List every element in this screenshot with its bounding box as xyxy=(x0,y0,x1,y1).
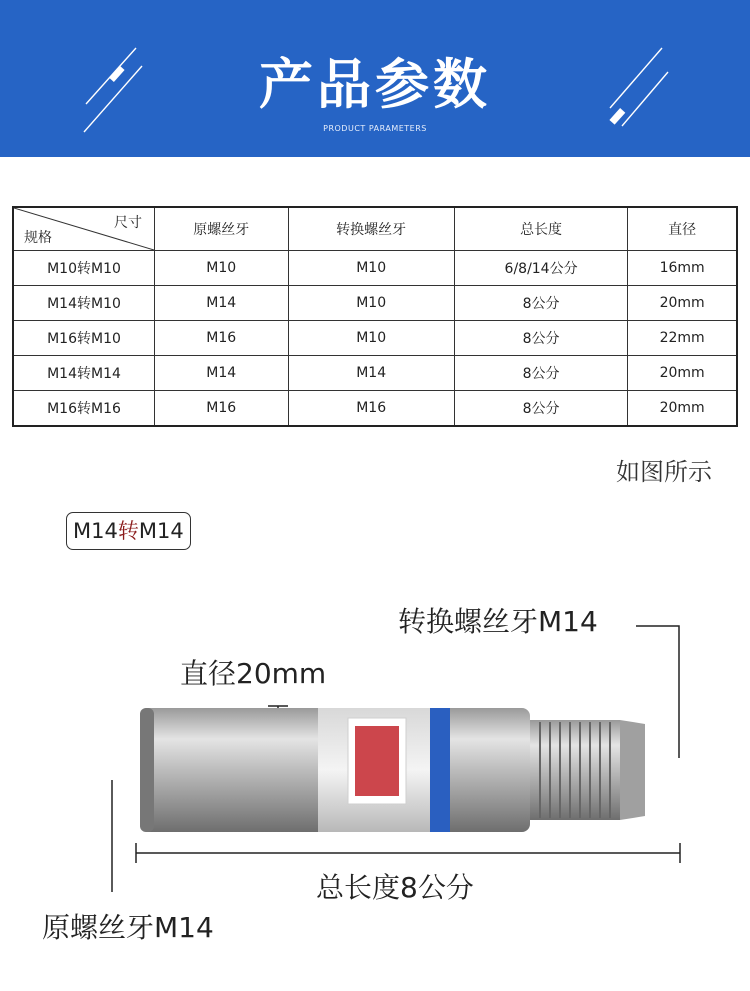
table-cell: M10 xyxy=(288,251,454,286)
column-header: 直径 xyxy=(628,207,737,251)
model-to: 转 xyxy=(117,519,139,543)
table-cell: M16 xyxy=(155,321,289,356)
model-target: M14 xyxy=(138,519,184,543)
converted-thread-callout: 转换螺丝牙M14 xyxy=(398,605,598,638)
column-header: 原螺丝牙 xyxy=(155,207,289,251)
table-cell: M10 xyxy=(155,251,289,286)
table-cell: M14 xyxy=(155,356,289,391)
page-subtitle: PRODUCT PARAMETERS xyxy=(323,124,427,133)
table-cell: 20mm xyxy=(628,391,737,427)
original-thread-callout: 原螺丝牙M14 xyxy=(42,911,214,944)
adapter-product-image xyxy=(100,690,690,840)
figure-note: 如图所示 xyxy=(616,458,712,486)
table-cell: M14 xyxy=(288,356,454,391)
table-cell: M14转M10 xyxy=(13,286,155,321)
table-cell: 16mm xyxy=(628,251,737,286)
table-cell: M14转M14 xyxy=(13,356,155,391)
table-cell: 20mm xyxy=(628,356,737,391)
total-length-callout: 总长度8公分 xyxy=(316,871,474,904)
table-cell: M16转M10 xyxy=(13,321,155,356)
table-cell: M10 xyxy=(288,321,454,356)
table-cell: M16 xyxy=(155,391,289,427)
table-cell: M14 xyxy=(155,286,289,321)
table-cell: 6/8/14公分 xyxy=(454,251,627,286)
table-cell: M10转M10 xyxy=(13,251,155,286)
table-cell: 20mm xyxy=(628,286,737,321)
table-cell: 8公分 xyxy=(454,356,627,391)
table-cell: M10 xyxy=(288,286,454,321)
corner-label-size: 尺寸 xyxy=(114,215,142,231)
table-cell: 8公分 xyxy=(454,321,627,356)
column-header: 转换螺丝牙 xyxy=(288,207,454,251)
column-header: 总长度 xyxy=(454,207,627,251)
model-source: M14 xyxy=(73,519,118,543)
table-cell: 22mm xyxy=(628,321,737,356)
table-cell: M16转M16 xyxy=(13,391,155,427)
table-cell: 8公分 xyxy=(454,286,627,321)
corner-label-spec: 规格 xyxy=(24,230,52,246)
table-cell: M16 xyxy=(288,391,454,427)
diameter-callout: 直径20mm xyxy=(180,657,327,690)
page-title: 产品参数 xyxy=(259,53,491,116)
table-cell: 8公分 xyxy=(454,391,627,427)
